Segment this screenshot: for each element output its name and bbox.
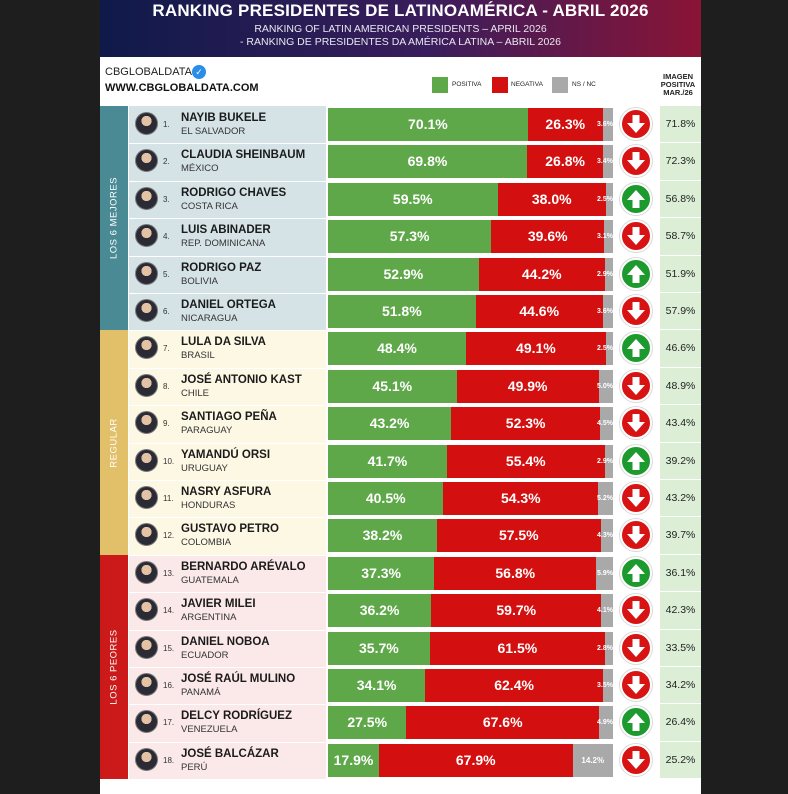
arrow-down-icon [620, 669, 652, 701]
ranking-row [100, 667, 701, 704]
bar-nsnc-label: 4.3% [597, 532, 613, 540]
image-positive-value: 26.4% [665, 716, 696, 729]
bar-nsnc-label: 5.0% [597, 382, 613, 390]
group-label: LOS 6 PEORES [108, 629, 120, 705]
row-divider [129, 517, 428, 518]
president-name: CLAUDIA SHEINBAUM [181, 149, 306, 162]
rank-number: 9. [163, 419, 170, 429]
row-divider [129, 330, 428, 331]
row-divider [129, 256, 428, 257]
stacked-bar [328, 445, 613, 478]
bar-positive-label: 37.3% [361, 564, 401, 581]
ranking-row [100, 405, 701, 442]
bar-positive-label: 70.1% [408, 116, 448, 132]
country-name: VENEZUELA [181, 724, 238, 736]
bar-positive-label: 36.2% [359, 602, 400, 619]
ranking-row [100, 742, 701, 779]
ranking-card [100, 0, 701, 794]
bar-negative-label: 44.2% [521, 265, 562, 282]
arrow-up-icon [620, 445, 652, 477]
president-avatar [135, 149, 158, 172]
legend-nsnc-swatch [552, 77, 568, 93]
image-positive-cell [660, 630, 701, 667]
president-avatar [135, 748, 158, 771]
arrow-up-icon [620, 183, 652, 215]
rank-number: 5. [163, 269, 170, 279]
bar-nsnc-label: 2.8% [597, 644, 613, 652]
verified-check-icon: ✓ [192, 65, 206, 79]
row-divider [129, 742, 428, 743]
bar-positive-label: 34.1% [356, 677, 397, 693]
image-positive-cell [660, 218, 701, 255]
stacked-bar [328, 482, 613, 515]
image-positive-value: 36.1% [665, 566, 696, 579]
subtitle-english: RANKING OF LATIN AMERICAN PRESIDENTS – APRIL 2026 [254, 23, 547, 35]
ranking-row [100, 143, 701, 180]
rank-number: 6. [163, 307, 170, 316]
arrow-down-icon [620, 145, 652, 177]
rank-number: 8. [163, 381, 170, 391]
row-divider [129, 704, 428, 705]
president-name: DELCY RODRÍGUEZ [181, 710, 292, 723]
image-positive-value: 43.2% [665, 492, 696, 504]
ranking-row [100, 368, 701, 405]
president-avatar [135, 449, 158, 472]
bar-nsnc-label: 2.9% [597, 457, 613, 465]
image-positive-value: 71.8% [665, 118, 696, 130]
bar-positive-label: 48.4% [377, 340, 417, 357]
image-positive-value: 39.7% [665, 529, 696, 542]
country-name: ARGENTINA [181, 612, 237, 624]
image-positive-value: 34.2% [665, 679, 696, 691]
country-name: COSTA RICA [181, 200, 238, 212]
president-avatar [135, 486, 158, 509]
president-name: JAVIER MILEI [181, 598, 256, 611]
rank-number: 7. [163, 344, 170, 354]
image-positive-cell [660, 181, 701, 218]
rank-number: 11. [163, 494, 174, 503]
ranking-row [100, 630, 701, 667]
bar-positive-label: 43.2% [369, 415, 410, 432]
country-name: HONDURAS [181, 500, 236, 511]
stacked-bar [328, 295, 613, 328]
image-positive-value: 42.3% [665, 604, 696, 617]
ranking-row [100, 330, 701, 367]
stacked-bar [328, 519, 613, 552]
ranking-row [100, 443, 701, 480]
ranking-row [100, 218, 701, 255]
bar-positive-label: 57.3% [389, 228, 430, 245]
ranking-row [100, 293, 701, 330]
image-positive-value: 56.8% [665, 192, 696, 205]
bar-negative-label: 57.5% [498, 527, 539, 544]
legend-positive-label: POSITIVA [452, 81, 482, 88]
image-positive-cell [660, 704, 701, 741]
bar-positive-label: 35.7% [359, 639, 399, 656]
country-name: NICARAGUA [181, 313, 238, 324]
country-name: ECUADOR [181, 649, 229, 661]
ranking-row [100, 256, 701, 293]
bar-positive-label: 51.8% [381, 303, 422, 319]
image-positive-cell [660, 742, 701, 779]
president-avatar [135, 598, 158, 621]
rank-number: 1. [163, 120, 170, 129]
image-positive-cell [660, 368, 701, 405]
legend-positive-swatch [432, 77, 448, 93]
bar-positive-label: 59.5% [392, 190, 433, 207]
bar-nsnc-label: 4.9% [597, 719, 613, 727]
bar-negative-label: 26.8% [545, 153, 585, 170]
stacked-bar [328, 706, 613, 739]
header-banner [100, 0, 701, 57]
legend-nsnc-label: NS / NC [572, 81, 596, 88]
rank-number: 4. [163, 232, 170, 242]
brand-name: CBGLOBALDATA [105, 66, 193, 78]
group-label: REGULAR [108, 417, 120, 468]
country-name: EL SALVADOR [181, 126, 246, 137]
country-name: BRASIL [181, 350, 215, 362]
image-positive-cell [660, 480, 701, 517]
bar-nsnc-label: 2.5% [597, 195, 613, 203]
image-positive-value: 72.3% [665, 155, 696, 168]
bar-positive-label: 52.9% [383, 265, 424, 282]
image-positive-cell [660, 330, 701, 367]
president-name: RODRIGO CHAVES [181, 186, 287, 199]
arrow-up-icon [620, 557, 652, 589]
page-title: RANKING PRESIDENTES DE LATINOAMÉRICA - ABRIL 2026 [152, 1, 649, 20]
stacked-bar [328, 407, 613, 440]
president-avatar [135, 636, 158, 659]
arrow-down-icon [620, 407, 652, 439]
bar-nsnc-label: 3.6% [597, 308, 613, 315]
stacked-bar [328, 557, 613, 590]
row-divider [129, 443, 428, 444]
arrow-down-icon [620, 594, 652, 626]
stacked-bar [328, 145, 613, 178]
president-avatar [135, 112, 158, 135]
bar-negative-label: 39.6% [527, 228, 568, 245]
bar-nsnc-label: 4.5% [597, 420, 613, 428]
rank-number: 15. [163, 643, 175, 653]
bar-nsnc-label: 4.1% [597, 607, 613, 615]
brand-url[interactable]: WWW.CBGLOBALDATA.COM [105, 82, 259, 94]
president-name: DANIEL NOBOA [181, 635, 270, 648]
ranking-row [100, 704, 701, 741]
bar-nsnc-label: 3.1% [597, 233, 613, 241]
president-name: RODRIGO PAZ [181, 261, 262, 274]
president-name: JOSÉ RAÚL MULINO [181, 673, 296, 685]
president-name: JOSÉ ANTONIO KAST [181, 373, 302, 386]
president-avatar [135, 299, 158, 322]
president-avatar [135, 336, 158, 359]
president-name: YAMANDÚ ORSI [181, 448, 271, 461]
image-positive-value: 51.9% [665, 267, 696, 280]
rank-number: 18. [163, 755, 175, 765]
bar-positive-label: 41.7% [367, 452, 408, 469]
country-name: REP. DOMINICANA [181, 238, 266, 250]
row-divider [129, 181, 428, 182]
arrow-down-icon [620, 482, 652, 514]
stacked-bar [328, 183, 613, 216]
bar-negative-label: 54.3% [500, 490, 541, 506]
arrow-down-icon [620, 295, 652, 327]
stacked-bar [328, 332, 613, 365]
ranking-row [100, 555, 701, 592]
image-positive-value: 46.6% [665, 342, 696, 355]
bar-positive-label: 27.5% [347, 714, 388, 731]
bar-positive-label: 69.8% [407, 153, 448, 170]
country-name: URUGUAY [181, 462, 228, 474]
bar-negative-label: 62.4% [494, 677, 534, 693]
arrow-down-icon [620, 220, 652, 252]
image-positive-cell [660, 143, 701, 180]
president-name: NASRY ASFURA [181, 486, 272, 498]
president-name: BERNARDO ARÉVALO [181, 560, 306, 573]
president-avatar [135, 523, 158, 546]
president-avatar [135, 262, 158, 285]
bar-negative-label: 49.1% [516, 340, 556, 357]
image-positive-cell [660, 443, 701, 480]
image-positive-cell [660, 256, 701, 293]
arrow-down-icon [620, 632, 652, 664]
stacked-bar [328, 108, 613, 141]
image-positive-cell [660, 405, 701, 442]
arrow-down-icon [620, 370, 652, 402]
country-name: PANAMÁ [181, 687, 221, 698]
arrow-down-icon [620, 519, 652, 551]
bar-nsnc-label: 2.5% [597, 345, 613, 353]
country-name: CHILE [181, 387, 209, 399]
president-avatar [135, 187, 158, 210]
ranking-row [100, 592, 701, 629]
image-positive-value: 33.5% [665, 641, 696, 654]
image-positive-value: 39.2% [665, 454, 696, 467]
rank-number: 12. [163, 531, 175, 541]
image-positive-value: 25.2% [665, 753, 696, 766]
president-name: DANIEL ORTEGA [181, 299, 276, 311]
president-name: LULA DA SILVA [181, 336, 266, 349]
row-divider [129, 368, 428, 369]
president-avatar [135, 673, 158, 696]
legend-negative-swatch [492, 77, 508, 93]
rank-number: 14. [163, 606, 175, 616]
bar-nsnc-label: 3.4% [597, 158, 613, 166]
legend-negative-label: NEGATIVA [511, 81, 543, 88]
president-avatar [135, 224, 158, 247]
image-positive-value: 43.4% [665, 417, 696, 430]
president-name: GUSTAVO PETRO [181, 523, 279, 536]
ranking-row [100, 517, 701, 554]
arrow-up-icon [620, 258, 652, 290]
president-name: LUIS ABINADER [181, 224, 271, 237]
arrow-down-icon [620, 108, 652, 140]
bar-negative-label: 67.6% [482, 714, 523, 731]
president-name: SANTIAGO PEÑA [181, 411, 277, 424]
president-name: NAYIB BUKELE [181, 112, 267, 124]
president-avatar [135, 561, 158, 584]
bar-negative-label: 61.5% [497, 639, 538, 656]
bar-nsnc-label: 14.2% [581, 755, 605, 765]
ranking-row [100, 181, 701, 218]
bar-negative-label: 52.3% [505, 415, 546, 432]
row-divider [129, 555, 428, 556]
bar-negative-label: 49.9% [507, 377, 548, 394]
image-positive-cell [660, 592, 701, 629]
ranking-row [100, 480, 701, 517]
rank-number: 17. [163, 718, 175, 728]
president-avatar [135, 374, 158, 397]
image-positive-header: IMAGEN POSITIVA MAR./26 [660, 72, 696, 97]
country-name: PARAGUAY [181, 425, 233, 437]
stacked-bar [328, 744, 613, 777]
bar-positive-label: 45.1% [372, 377, 413, 394]
rank-number: 13. [163, 568, 175, 578]
bar-nsnc-label: 3.6% [597, 121, 613, 128]
rank-number: 16. [163, 681, 175, 690]
row-divider [129, 293, 428, 294]
row-divider [129, 630, 428, 631]
bar-negative-label: 56.8% [495, 564, 536, 581]
bar-negative-label: 26.3% [545, 116, 586, 132]
bar-negative-label: 55.4% [505, 452, 546, 469]
bar-negative-label: 38.0% [531, 190, 572, 207]
bar-nsnc-label: 2.9% [597, 270, 613, 278]
image-positive-cell [660, 555, 701, 592]
row-divider [129, 218, 428, 219]
arrow-down-icon [620, 744, 652, 776]
stacked-bar [328, 632, 613, 665]
country-name: GUATEMALA [181, 574, 239, 586]
bar-negative-label: 67.9% [455, 751, 496, 768]
country-name: COLOMBIA [181, 537, 232, 549]
bar-nsnc-label: 3.5% [597, 682, 613, 689]
arrow-up-icon [620, 332, 652, 364]
image-positive-cell [660, 517, 701, 554]
row-divider [129, 667, 428, 668]
rank-number: 2. [163, 157, 170, 167]
country-name: PERÚ [181, 761, 208, 773]
row-divider [129, 143, 428, 144]
image-positive-cell [660, 106, 701, 143]
stacked-bar [328, 220, 613, 253]
rank-number: 3. [163, 194, 170, 204]
arrow-up-icon [620, 706, 652, 738]
stacked-bar [328, 669, 613, 702]
row-divider [129, 592, 428, 593]
bar-negative-label: 44.6% [519, 303, 560, 319]
bar-positive-label: 17.9% [333, 751, 374, 768]
country-name: BOLIVIA [181, 275, 218, 287]
image-positive-value: 58.7% [665, 230, 696, 243]
rank-number: 10. [163, 456, 175, 466]
stacked-bar [328, 258, 613, 291]
image-positive-cell [660, 667, 701, 704]
ranking-row [100, 106, 701, 143]
president-avatar [135, 411, 158, 434]
bar-nsnc-label: 5.9% [597, 569, 613, 577]
bar-positive-label: 40.5% [365, 490, 406, 506]
group-label: LOS 6 MEJORES [108, 177, 120, 260]
row-divider [129, 480, 428, 481]
country-name: MÉXICO [181, 163, 219, 175]
subtitle-portuguese: - RANKING DE PRESIDENTES DA AMÉRICA LATINA – ABRIL 2026 [240, 36, 561, 48]
row-divider [129, 405, 428, 406]
president-avatar [135, 710, 158, 733]
bar-positive-label: 38.2% [362, 527, 403, 544]
stacked-bar [328, 370, 613, 403]
president-name: JOSÉ BALCÁZAR [181, 747, 279, 760]
image-positive-value: 48.9% [665, 379, 696, 392]
bar-negative-label: 59.7% [496, 602, 537, 619]
stacked-bar [328, 594, 613, 627]
bar-nsnc-label: 5.2% [597, 495, 613, 502]
image-positive-value: 57.9% [665, 305, 696, 317]
image-positive-cell [660, 293, 701, 330]
